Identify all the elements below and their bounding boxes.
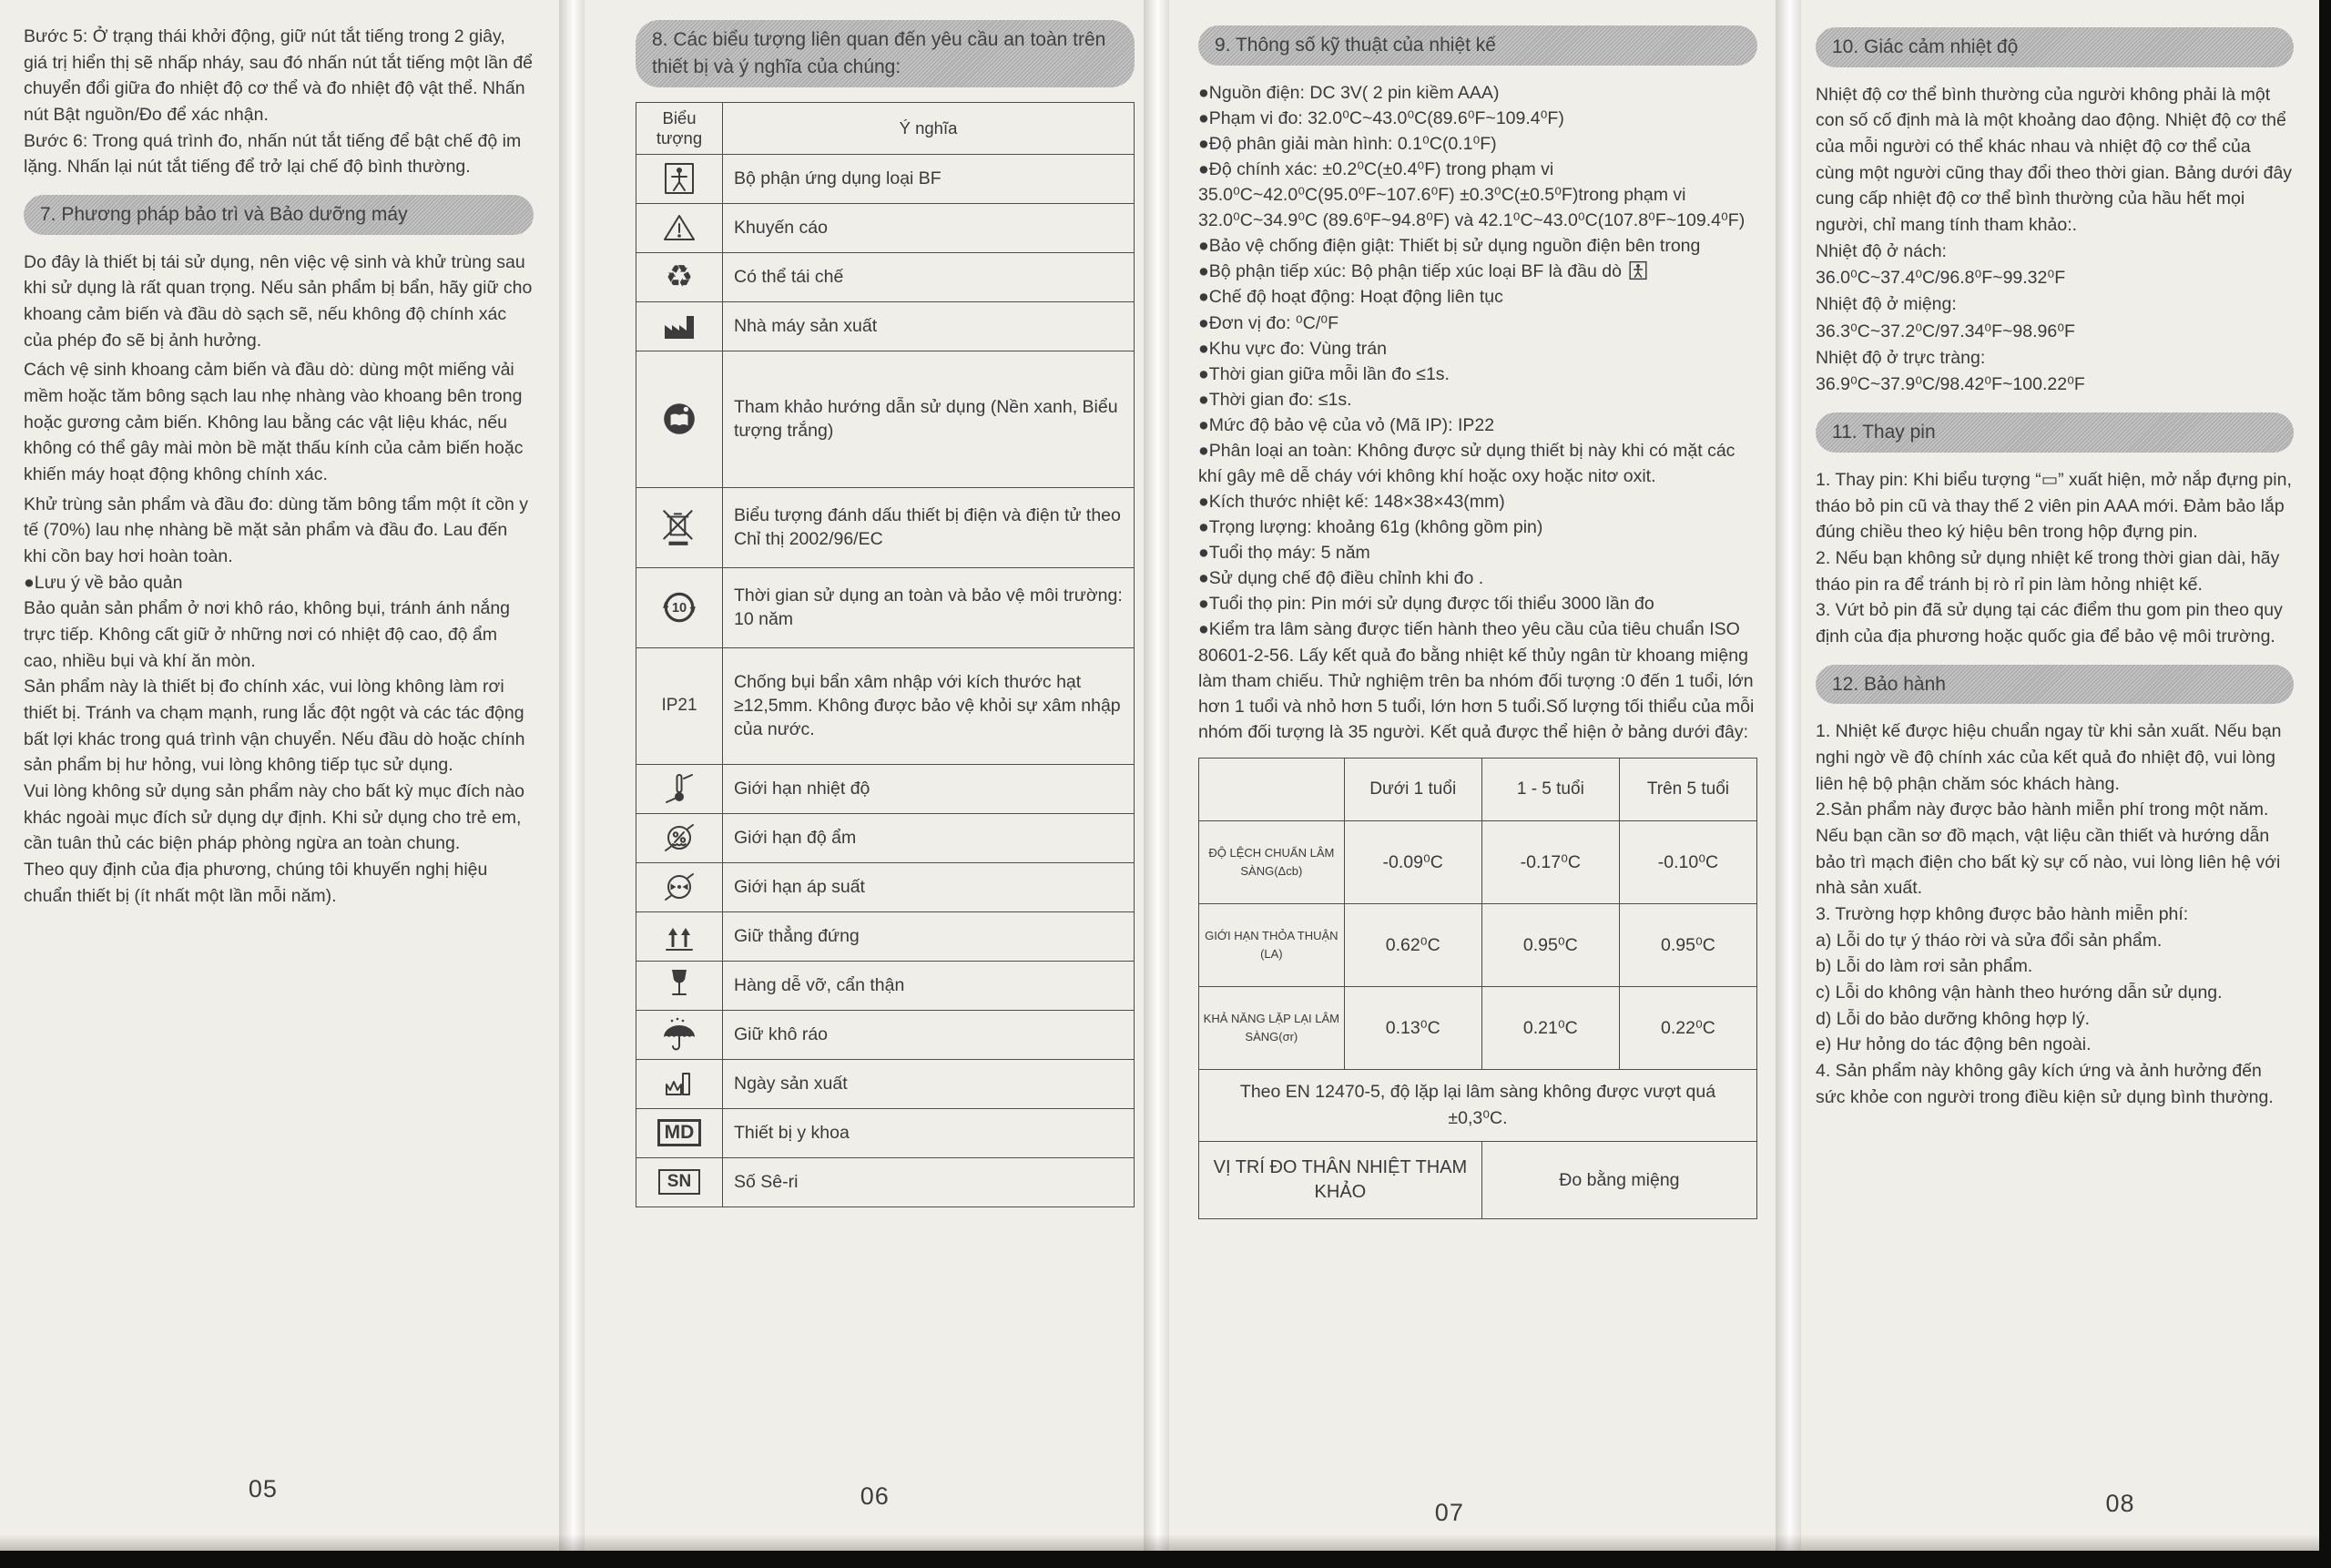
battery-item: 2. Nếu bạn không sử dụng nhiệt kế trong thời gian dài, hãy tháo pin ra để tránh bị rò rỉ pin làm hỏng nhiệt kế. <box>1816 548 2280 595</box>
clinical-value: -0.09⁰C <box>1344 820 1481 903</box>
warranty-item: e) Hư hỏng do tác động bên ngoài. <box>1816 1034 2092 1055</box>
page-number-07: 07 <box>1434 1499 1464 1526</box>
section-8-heading: 8. Các biểu tượng liên quan đến yêu cầu an toàn trên thiết bị và ý nghĩa của chúng: <box>636 20 1135 87</box>
spec-item: ●Đơn vị đo: ⁰C/⁰F <box>1198 312 1339 333</box>
section-12-heading: 12. Bảo hành <box>1816 665 2294 705</box>
temp-line: Nhiệt độ ở trực tràng: <box>1816 347 1986 368</box>
clinical-value: 0.13⁰C <box>1344 986 1481 1069</box>
svg-text:10: 10 <box>671 601 687 616</box>
symbol-meaning: Hàng dễ vỡ, cẩn thận <box>723 961 1135 1010</box>
table-row <box>636 203 1135 252</box>
warranty-item: 3. Trường hợp không được bảo hành miễn phí: <box>1816 904 2189 925</box>
fragile-icon <box>661 966 697 1004</box>
recyclable-icon: ♻ <box>665 260 694 295</box>
spec-item: ●Thời gian đo: ≤1s. <box>1198 389 1352 410</box>
warranty-item: b) Lỗi do làm rơi sản phẩm. <box>1816 956 2033 977</box>
symbol-meaning: Giới hạn nhiệt độ <box>723 764 1135 813</box>
spec-item: ●Mức độ bảo vệ của vỏ (Mã IP): IP22 <box>1198 414 1495 435</box>
clinical-row-label: GIỚI HẠN THỎA THUẬN (LA) <box>1199 903 1345 986</box>
symbol-meaning: Giữ thẳng đứng <box>723 911 1135 961</box>
ip-rating-text: IP21 <box>661 696 697 716</box>
bf-applied-part-icon <box>661 160 697 197</box>
keep-dry-icon <box>660 1015 698 1054</box>
table-row <box>1199 1069 1757 1142</box>
clinical-value: 0.22⁰C <box>1619 986 1756 1069</box>
table-row <box>636 567 1135 647</box>
symbol-meaning: Ngày sản xuất <box>723 1059 1135 1108</box>
symbol-meaning: Giới hạn độ ẩm <box>723 813 1135 862</box>
table-row <box>636 1157 1135 1207</box>
ten-year-environment-icon <box>660 588 698 626</box>
spec-contact-text: ●Bộ phận tiếp xúc: Bộ phận tiếp xúc loại BF là đầu dò <box>1198 261 1622 282</box>
spec-item: ●Chế độ hoạt động: Hoạt động liên tục <box>1198 287 1503 308</box>
battery-item: 3. Vứt bỏ pin đã sử dụng tại các điểm thu gom pin theo quy định của địa phương hoặc quốc gia để bảo vệ môi trường. <box>1816 600 2283 647</box>
spec-item: ●Kích thước nhiệt kế: 148×38×43(mm) <box>1198 492 1505 513</box>
meaning-column-header: Ý nghĩa <box>723 102 1135 154</box>
table-row <box>636 647 1135 764</box>
page-08-panel <box>1796 0 2319 1551</box>
warranty-item: 1. Nhiệt kế được hiệu chuẩn ngay từ khi sản xuất. Nếu bạn nghi ngờ về độ chính xác của kết quả đo nhiệt độ, vui lòng liên hệ bộ phận chăm sóc khách hàng. <box>1816 721 2282 794</box>
section-10-heading: 10. Giác cảm nhiệt độ <box>1816 27 2294 67</box>
warranty-item: c) Lỗi do không vận hành theo hướng dẫn sử dụng. <box>1816 983 2223 1003</box>
table-row <box>1199 1142 1757 1219</box>
symbol-meaning: Có thể tái chế <box>723 252 1135 301</box>
weee-directive-icon <box>660 506 698 548</box>
spec-item: ●Kiểm tra lâm sàng được tiến hành theo yêu cầu của tiêu chuẩn ISO 80601-2-56. Lấy kết quả đo bằng nhiệt kế thủy ngân từ khoang miệng làm tham chiếu. Thử nghiệm trên ba nhóm đối tượng :0 đến 1 tuổi, lớn hơn 1 tuổi và nhỏ hơn 5 tuổi, lớn hơn 5 tuổi.Số lượng tối thiểu của mỗi nhóm đối tượng là 35 người. Kết quả được thể hiện ở bảng dưới đây: <box>1198 619 1755 742</box>
warranty-item: a) Lỗi do tự ý tháo rời và sửa đổi sản phẩm. <box>1816 930 2163 951</box>
spec-item: ●Khu vực đo: Vùng trán <box>1198 338 1387 359</box>
symbol-meaning: Nhà máy sản xuất <box>723 301 1135 351</box>
scan-edge-bottom <box>0 1551 2331 1568</box>
serial-number-icon: SN <box>658 1169 700 1195</box>
table-row <box>636 813 1135 862</box>
table-row <box>636 961 1135 1010</box>
page-07-panel <box>1155 0 1796 1551</box>
page-number-08: 08 <box>2105 1490 2135 1517</box>
age-group-header: Trên 5 tuổi <box>1619 758 1756 820</box>
measure-position-label: VỊ TRÍ ĐO THÂN NHIỆT THAM KHẢO <box>1199 1142 1482 1219</box>
temperature-sense-intro: Nhiệt độ cơ thể bình thường của người không phải là một con số cố định mà là một khoảng dao động. Nhiệt độ cơ thể của mỗi người có thể khác nhau và nhiệt độ cơ thể của cùng một người cũng thay đổi theo thời gian. Bảng dưới đây cung cấp nhiệt độ cơ thể bình thường của hầu hết mọi người, chỉ mang tính tham khảo:. <box>1816 84 2293 236</box>
spec-item-contact-part <box>1198 259 1757 284</box>
temp-line: 36.0⁰C~37.4⁰C/96.8⁰F~99.32⁰F <box>1816 268 2066 288</box>
table-row <box>636 252 1135 301</box>
table-row <box>636 764 1135 813</box>
table-row <box>636 154 1135 203</box>
warranty-item: 4. Sản phẩm này không gây kích ứng và ảnh hưởng đến sức khỏe con người trong điều kiện sử dụng bình thường. <box>1816 1061 2274 1107</box>
symbol-meaning: Biểu tượng đánh dấu thiết bị điện và điện tử theo Chỉ thị 2002/96/EC <box>723 487 1135 567</box>
table-row <box>636 487 1135 567</box>
spec-item: ●Độ chính xác: ±0.2⁰C(±0.4⁰F) trong phạm vi 35.0⁰C~42.0⁰C(95.0⁰F~107.6⁰F) ±0.3⁰C(±0.5⁰F)trong phạm vi 32.0⁰C~34.9⁰C (89.6⁰F~94.8⁰F) và 42.1⁰C~43.0⁰C(107.8⁰F~109.4⁰F) <box>1198 159 1746 231</box>
spec-item: ●Nguồn điện: DC 3V( 2 pin kiềm AAA) <box>1198 82 1500 103</box>
table-row <box>636 301 1135 351</box>
clinical-value: 0.95⁰C <box>1481 903 1619 986</box>
table-row <box>636 1059 1135 1108</box>
section-9-heading: 9. Thông số kỹ thuật của nhiệt kế <box>1198 25 1757 66</box>
storage-note-label: ●Lưu ý về bảo quản <box>24 572 183 593</box>
bf-applied-part-icon <box>1628 260 1648 280</box>
table-row <box>1199 986 1757 1069</box>
maintenance-paragraph: Do đây là thiết bị tái sử dụng, nên việc vệ sinh và khử trùng sau khi sử dụng là rất quan trọng. Nếu sản phẩm bị bẩn, hãy giữ cho khoang cảm biến và đầu dò sạch sẽ, nếu không độ chính xác của phép đo sẽ bị ảnh hưởng. <box>24 251 533 351</box>
scan-edge-right <box>2319 0 2331 1568</box>
humidity-limit-icon <box>661 820 697 856</box>
usage-paragraph: Vui lòng không sử dụng sản phẩm này cho bất kỳ mục đích nào khác ngoài mục đích sử dụng dự định. Khi sử dụng cho trẻ em, cần tuân thủ các biện pháp phòng ngừa an toàn chung. <box>24 780 525 854</box>
table-row <box>1199 820 1757 903</box>
symbol-meaning: Khuyến cáo <box>723 203 1135 252</box>
page-06-panel <box>572 0 1155 1551</box>
symbol-meaning: Bộ phận ứng dụng loại BF <box>723 154 1135 203</box>
table-row <box>636 1010 1135 1059</box>
pressure-limit-icon <box>661 869 697 905</box>
manufacturer-icon <box>661 308 697 344</box>
warranty-item: d) Lỗi do bảo dưỡng không hợp lý. <box>1816 1008 2090 1029</box>
spec-item: ●Thời gian giữa mỗi lần đo ≤1s. <box>1198 363 1450 384</box>
table-row <box>636 1108 1135 1157</box>
temp-line: Nhiệt độ ở nách: <box>1816 240 1947 261</box>
table-row <box>636 862 1135 911</box>
clinical-row-label: KHẢ NĂNG LẶP LẠI LÂM SÀNG(σr) <box>1199 986 1345 1069</box>
symbol-meaning: Thiết bị y khoa <box>723 1108 1135 1157</box>
clinical-note: Theo EN 12470-5, độ lặp lại lâm sàng không được vượt quá ±0,3⁰C. <box>1199 1069 1757 1142</box>
storage-paragraph: Bảo quản sản phẩm ở nơi khô ráo, không bụi, tránh ánh nắng trực tiếp. Không cất giữ ở những nơi có nhiệt độ cao, độ ẩm cao, nhiều bụi và khí ăn mòn. <box>24 598 511 671</box>
battery-item: 1. Thay pin: Khi biểu tượng “▭” xuất hiện, mở nắp đựng pin, tháo bỏ pin cũ và thay thế 2 viên pin AAA mới. Đảm bảo lắp đúng chiều theo ký hiệu bên trong hộp đựng pin. <box>1816 470 2292 543</box>
table-row <box>636 351 1135 487</box>
symbol-meaning: Giới hạn áp suất <box>723 862 1135 911</box>
measure-position-value: Đo bằng miệng <box>1481 1142 1756 1219</box>
spec-item: ●Bảo vệ chống điện giật: Thiết bị sử dụng nguồn điện bên trong <box>1198 236 1701 257</box>
table-row <box>1199 903 1757 986</box>
clinical-value: 0.62⁰C <box>1344 903 1481 986</box>
table-row <box>636 911 1135 961</box>
spec-item: ●Tuổi thọ pin: Pin mới sử dụng được tối thiểu 3000 lần đo <box>1198 594 1654 615</box>
spec-item: ●Trọng lượng: khoảng 61g (không gồm pin) <box>1198 517 1543 538</box>
consult-instructions-icon <box>660 400 698 438</box>
warning-icon <box>661 209 697 246</box>
page-number-06: 06 <box>860 1482 890 1510</box>
step-6-paragraph: Bước 6: Trong quá trình đo, nhấn nút tắt tiếng để bật chế độ im lặng. Nhấn lại nút tắt tiếng để trở lại chế độ bình thường. <box>24 130 522 178</box>
manufacture-date-icon <box>661 1065 697 1102</box>
spec-item: ●Tuổi thọ máy: 5 năm <box>1198 543 1370 564</box>
clinical-value: -0.17⁰C <box>1481 820 1619 903</box>
symbol-table <box>636 102 1135 1207</box>
medical-device-icon: MD <box>657 1119 702 1146</box>
symbol-meaning: Thời gian sử dụng an toàn và bảo vệ môi trường: 10 năm <box>723 567 1135 647</box>
symbol-meaning: Chống bụi bẩn xâm nhập với kích thước hạt ≥12,5mm. Không được bảo vệ khỏi sự xâm nhập của nước. <box>723 647 1135 764</box>
cleaning-paragraph: Cách vệ sinh khoang cảm biến và đầu dò: dùng một miếng vải mềm hoặc tăm bông sạch lau nhẹ nhàng vào khoang bên trong hoặc gương cảm biến. Không lau bằng các vật liệu khác, nếu không có thể gây mài mòn bề mặt thấu kính của cảm biến hoặc khiến máy hoạt động không chính xác. <box>24 360 524 484</box>
spec-item: ●Phân loại an toàn: Không được sử dụng thiết bị này khi có mặt các khí gây mê dễ cháy với không khí hoặc oxy hoặc nitơ oxit. <box>1198 440 1736 486</box>
clinical-value: 0.21⁰C <box>1481 986 1619 1069</box>
keep-upright-icon <box>661 918 697 954</box>
temp-line: 36.3⁰C~37.2⁰C/97.34⁰F~98.96⁰F <box>1816 321 2075 341</box>
section-7-heading: 7. Phương pháp bảo trì và Bảo dưỡng máy <box>24 195 534 235</box>
clinical-results-table <box>1198 758 1757 1220</box>
warranty-item: 2.Sản phẩm này được bảo hành miễn phí trong một năm. Nếu bạn cần sơ đồ mạch, vật liệu cần thiết và hướng dẫn bảo trì mạch điện cho bất kỳ sự cố nào, vui lòng liên hệ với nhà sản xuất. <box>1816 799 2281 899</box>
age-group-header: Dưới 1 tuổi <box>1344 758 1481 820</box>
clinical-header-row <box>1199 758 1757 820</box>
step-5-paragraph: Bước 5: Ở trạng thái khởi động, giữ nút tắt tiếng trong 2 giây, giá trị hiển thị sẽ nhấp nháy, sau đó nhấn nút tắt tiếng một lần để chuyển đổi giữa đo nhiệt độ cơ thể và đo nhiệt độ vật thể. Nhấn nút Bật nguồn/Đo để xác nhận. <box>24 26 534 125</box>
symbol-table-header-row <box>636 102 1135 154</box>
page-05-panel <box>0 0 572 1551</box>
clinical-blank-cell <box>1199 758 1345 820</box>
clinical-value: -0.10⁰C <box>1619 820 1756 903</box>
spec-item: ●Phạm vi đo: 32.0⁰C~43.0⁰C(89.6⁰F~109.4⁰F) <box>1198 107 1564 128</box>
age-group-header: 1 - 5 tuổi <box>1481 758 1619 820</box>
symbol-meaning: Tham khảo hướng dẫn sử dụng (Nền xanh, Biểu tượng trắng) <box>723 351 1135 487</box>
temperature-limit-icon <box>661 770 697 807</box>
calibration-paragraph: Theo quy định của địa phương, chúng tôi khuyến nghị hiệu chuẩn thiết bị (ít nhất một lần mỗi năm). <box>24 859 488 906</box>
spec-item: ●Sử dụng chế độ điều chỉnh khi đo . <box>1198 568 1484 589</box>
symbol-meaning: Số Sê-ri <box>723 1157 1135 1207</box>
symbol-meaning: Giữ khô ráo <box>723 1010 1135 1059</box>
precision-paragraph: Sản phẩm này là thiết bị đo chính xác, vui lòng không làm rơi thiết bị. Tránh va chạm mạnh, rung lắc đột ngột và các tác động bất lợi khác trong quá trình vận chuyển. Nếu đầu dò hoặc chính sản phẩm bị hư hỏng, vui lòng không tiếp tục sử dụng. <box>24 677 525 776</box>
section-11-heading: 11. Thay pin <box>1816 412 2294 453</box>
temp-line: Nhiệt độ ở miệng: <box>1816 294 1957 315</box>
clinical-row-label: ĐỘ LỆCH CHUẨN LÂM SÀNG(Δcb) <box>1199 820 1345 903</box>
clinical-value: 0.95⁰C <box>1619 903 1756 986</box>
disinfect-paragraph: Khử trùng sản phẩm và đầu đo: dùng tăm bông tẩm một ít cồn y tế (70%) lau nhẹ nhàng bề mặt sản phẩm và đầu đo. Lau đến khi cồn bay hơi hoàn toàn. <box>24 494 528 566</box>
symbol-column-header: Biểu tượng <box>636 102 723 154</box>
spec-item: ●Độ phân giải màn hình: 0.1⁰C(0.1⁰F) <box>1198 133 1497 154</box>
page-number-05: 05 <box>248 1475 278 1502</box>
temp-line: 36.9⁰C~37.9⁰C/98.42⁰F~100.22⁰F <box>1816 374 2085 394</box>
